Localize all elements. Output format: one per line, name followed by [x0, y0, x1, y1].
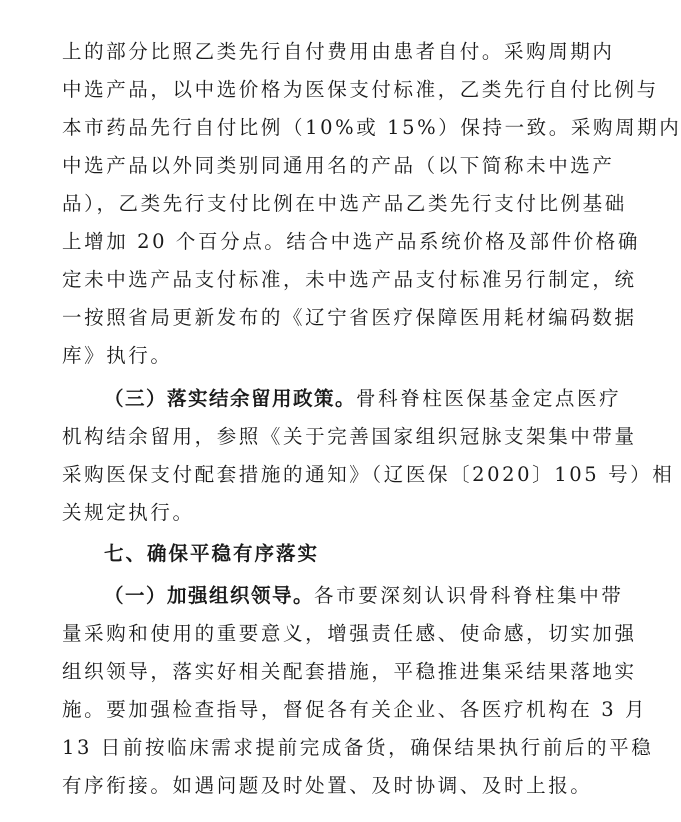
body-line: 定未中选产品支付标准，未中选产品支付标准另行制定，统 [62, 268, 637, 291]
body-line: 关规定执行。 [62, 501, 195, 524]
body-line: 中选产品，以中选价格为医保支付标准，乙类先行自付比例与 [62, 78, 659, 101]
body-line: 有序衔接。如遇问题及时处置、及时协调、及时上报。 [62, 774, 593, 797]
body-line: 量采购和使用的重要意义，增强责任感、使命感，切实加强 [62, 622, 637, 645]
body-line: 采购医保支付配套措施的通知》（辽医保〔2020〕105 号）相 [62, 463, 675, 486]
paragraph-text: 骨科脊柱医保基金定点医疗 [356, 387, 622, 410]
body-line: 本市药品先行自付比例（10%或 15%）保持一致。采购周期内 [62, 116, 681, 139]
body-line: 机构结余留用，参照《关于完善国家组织冠脉支架集中带量 [62, 425, 637, 448]
paragraph-text: 各市要深刻认识骨科脊柱集中带 [314, 584, 624, 607]
body-line: 中选产品以外同类别同通用名的产品（以下简称未中选产 [62, 154, 615, 177]
body-line: 上的部分比照乙类先行自付费用由患者自付。采购周期内 [62, 40, 615, 63]
paragraph-first-line [104, 577, 624, 615]
body-line: 13 日前按临床需求提前完成备货，确保结果执行前后的平稳 [62, 736, 654, 759]
paragraph-first-line [104, 380, 622, 418]
body-line: 组织领导，落实好相关配套措施，平稳推进集采结果落地实 [62, 660, 637, 683]
body-line: 一按照省局更新发布的《辽宁省医疗保障医用耗材编码数据 [62, 306, 637, 329]
section-heading: 七、确保平稳有序落实 [104, 542, 320, 565]
body-line: 施。要加强检查指导，督促各有关企业、各医疗机构在 3 月 [62, 698, 648, 721]
body-line: 库》执行。 [62, 344, 173, 367]
paragraph-title: （一）加强组织领导。 [104, 584, 315, 607]
body-line: 品），乙类先行支付比例在中选产品乙类先行支付比例基础 [62, 192, 627, 215]
body-line: 上增加 20 个百分点。结合中选产品系统价格及部件价格确 [62, 230, 641, 253]
paragraph-title: （三）落实结余留用政策。 [104, 387, 357, 410]
